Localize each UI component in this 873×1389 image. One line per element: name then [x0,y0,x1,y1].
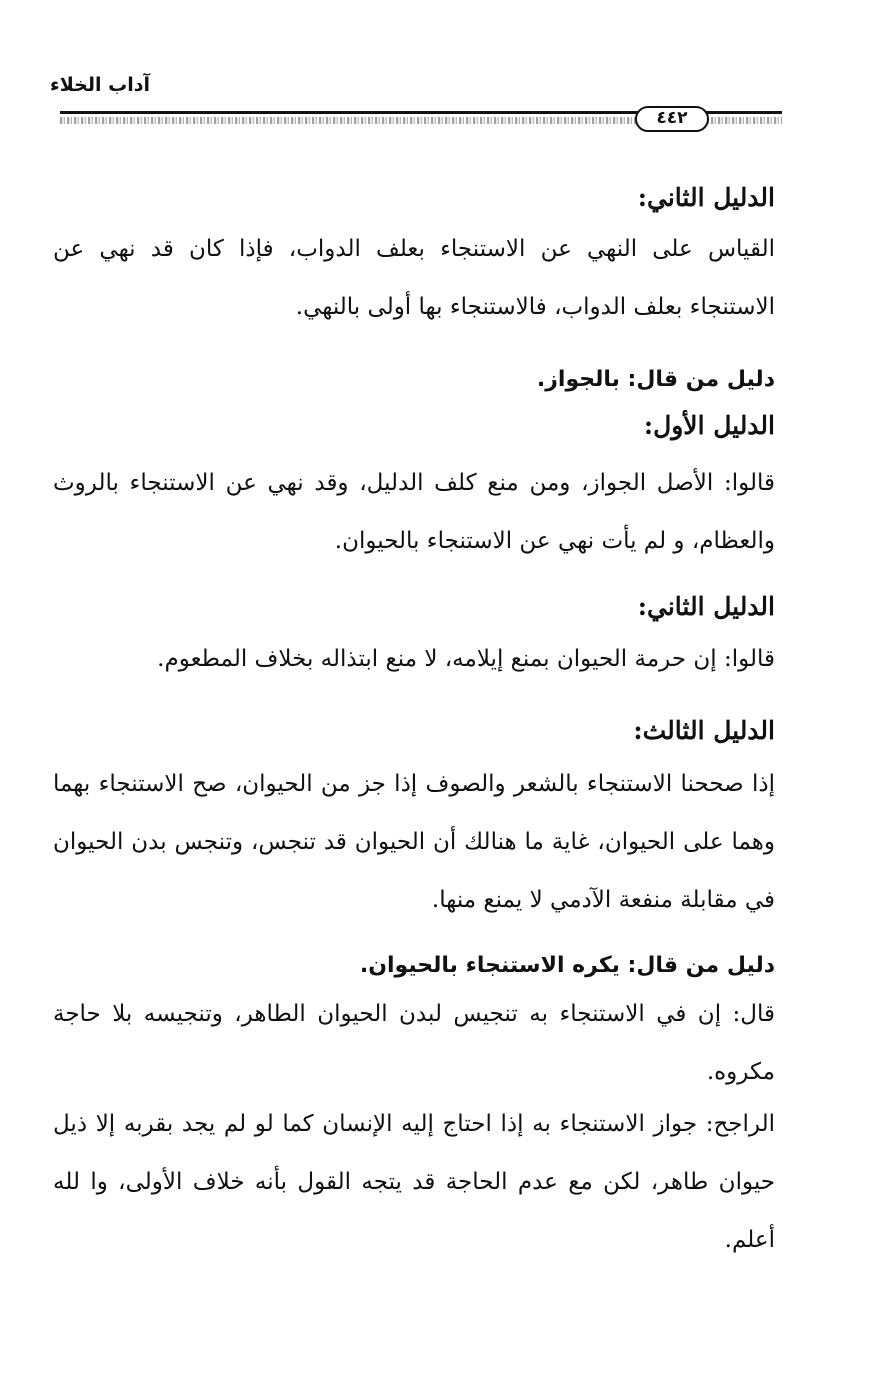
paragraph-qiyas: القياس على النهي عن الاستنجاء بعلف الدواب، فإذا كان قد نهي عن الاستنجاء بعلف الدواب، فالاستنجاء بها أولى بالنهي. [53,236,775,320]
heading-third-evidence: الدليل الثالث: [633,716,775,745]
page-number: ٤٤٢ [635,106,709,132]
paragraph-asl: قالوا: الأصل الجواز، ومن منع كلف الدليل، وقد نهي عن الاستنجاء بالروث والعظام، و لم يأت نهي عن الاستنجاء بالحيوان. [53,470,775,554]
heading-first-evidence: الدليل الأول: [643,411,775,440]
section-heading-disliked: دليل من قال: يكره الاستنجاء بالحيوان. [359,953,775,978]
paragraph-tanjis: قال: إن في الاستنجاء به تنجيس لبدن الحيوان الطاهر، وتنجيسه بلا حاجة مكروه. [53,1001,775,1085]
paragraph-shaar: إذا صححنا الاستنجاء بالشعر والصوف إذا جز من الحيوان، صح الاستنجاء بهما وهما على الحيوان، غاية ما هنالك أن الحيوان قد تنجس، وتنجس بدن الحيوان في مقابلة منفعة الآدمي لا يمنع منها. [53,771,775,913]
heading-second-evidence: الدليل الثاني: [637,183,775,212]
paragraph-rajih: الراجح: جواز الاستنجاء به إذا احتاج إليه الإنسان كما لو لم يجد بقربه إلا ذيل حيوان طاهر، لكن مع عدم الحاجة قد يتجه القول بأنه خلاف الأولى، وا لله أعلم. [53,1111,775,1253]
paragraph-hurma: قالوا: إن حرمة الحيوان بمنع إيلامه، لا منع ابتذاله بخلاف المطعوم. [157,646,775,672]
section-heading-permissibility: دليل من قال: بالجواز. [536,367,775,392]
heading-second-evidence-2: الدليل الثاني: [637,592,775,621]
running-title: آداب الخلاء [50,74,150,96]
